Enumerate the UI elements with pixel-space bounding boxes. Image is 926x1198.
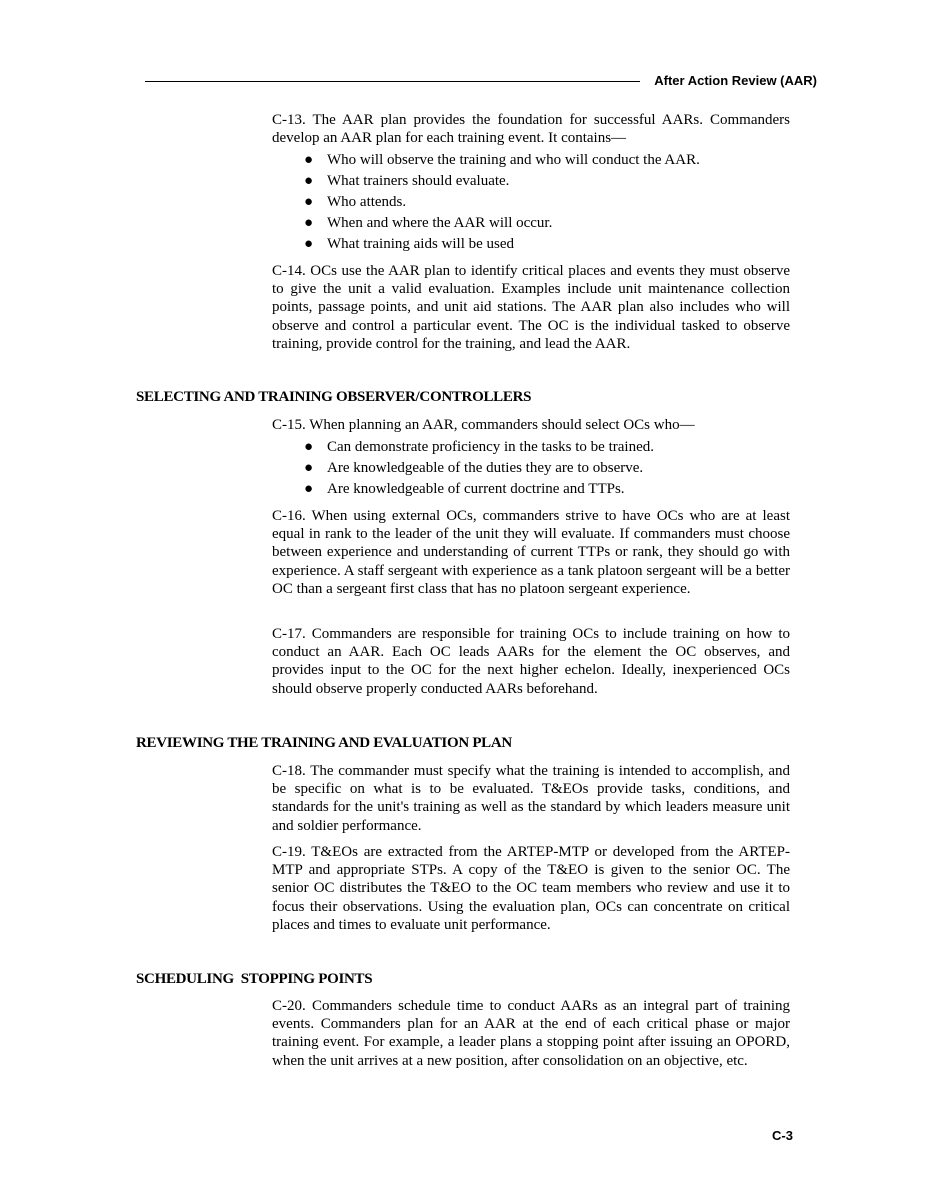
paragraph-c14: C-14. OCs use the AAR plan to identify critical places and events they must observe to give the unit a valid evaluation. Examples include unit maintenance collection points, passage points, and unit aid stations. The AAR plan also includes who will observe and control a particular event. The OC is the individual tasked to observe training, provide control for the training, and lead the AAR.	[272, 263, 790, 352]
bullet-icon: ●	[304, 194, 314, 211]
list-item: ● Are knowledgeable of the duties they are to observe.	[272, 458, 790, 479]
list-item: ● When and where the AAR will occur.	[272, 213, 790, 234]
paragraph-c19: C-19. T&EOs are extracted from the ARTEP-MTP or developed from the ARTEP-MTP and appropriate STPs. A copy of the T&EO is given to the senior OC. The senior OC distributes the T&EO to the OC team members who review and use it to focus their observations. Using the evaluation plan, OCs can concentrate on critical places and times to evaluate unit performance.	[272, 844, 790, 933]
c13-bullet-list	[272, 150, 790, 255]
bullet-icon: ●	[304, 173, 314, 190]
header-rule	[145, 81, 640, 82]
bullet-icon: ●	[304, 215, 314, 232]
running-header	[145, 72, 817, 90]
paragraph-c14-block	[272, 262, 790, 353]
paragraph-c20: C-20. Commanders schedule time to conduct AARs as an integral part of training events. Commanders plan for an AAR at the end of each critical phase or major training event. For example, a leader plans a stopping point after issuing an OPORD, when the unit arrives at a new position, after consolidation on an objective, etc.	[272, 998, 790, 1069]
paragraph-c17-block	[272, 625, 790, 698]
list-item: ● Who attends.	[272, 192, 790, 213]
section-heading-reviewing-plan: REVIEWING THE TRAINING AND EVALUATION PLAN	[136, 735, 512, 751]
paragraph-c18-block	[272, 762, 790, 835]
list-item: ● Can demonstrate proficiency in the tasks to be trained.	[272, 437, 790, 458]
bullet-icon: ●	[304, 152, 314, 169]
bullet-icon: ●	[304, 460, 314, 477]
paragraph-c16: C-16. When using external OCs, commanders strive to have OCs who are at least equal in rank to the leader of the unit they will evaluate. If commanders must choose between experience and understanding of current TTPs or rank, they should go with experience. A staff sergeant with experience as a tank platoon sergeant will be a better OC than a sergeant first class that has no platoon sergeant experience.	[272, 508, 790, 597]
c15-bullet-list	[272, 437, 790, 500]
paragraph-c18: C-18. The commander must specify what the training is intended to accomplish, and be specific on what is to be evaluated. T&EOs provide tasks, conditions, and standards for the unit's training as well as the standard by which leaders measure unit and soldier performance.	[272, 763, 790, 834]
bullet-icon: ●	[304, 236, 314, 253]
section-heading-selecting-ocs: SELECTING AND TRAINING OBSERVER/CONTROLLERS	[136, 389, 532, 405]
list-item: ● Are knowledgeable of current doctrine and TTPs.	[272, 479, 790, 500]
paragraph-c17: C-17. Commanders are responsible for training OCs to include training on how to conduct an AAR. Each OC leads AARs for the element the OC observes, and provides input to the OC for the next higher echelon. Ideally, inexperienced OCs should observe properly conducted AARs beforehand.	[272, 626, 790, 697]
paragraph-c19-block	[272, 843, 790, 934]
header-title: After Action Review (AAR)	[654, 73, 817, 88]
list-item: ● What training aids will be used	[272, 234, 790, 255]
paragraph-c16-block	[272, 507, 790, 598]
list-item: ● Who will observe the training and who will conduct the AAR.	[272, 150, 790, 171]
paragraph-c13-block	[272, 111, 790, 255]
section-heading-scheduling: SCHEDULING STOPPING POINTS	[136, 971, 373, 987]
bullet-icon: ●	[304, 481, 314, 498]
paragraph-c13: C-13. The AAR plan provides the foundation for successful AARs. Commanders develop an AAR plan for each training event. It contains—	[272, 112, 790, 147]
paragraph-c20-block	[272, 997, 790, 1070]
paragraph-c15: C-15. When planning an AAR, commanders should select OCs who—	[272, 417, 695, 433]
paragraph-c15-block	[272, 416, 790, 500]
page-number: C-3	[772, 1128, 793, 1143]
list-item: ● What trainers should evaluate.	[272, 171, 790, 192]
bullet-icon: ●	[304, 439, 314, 456]
